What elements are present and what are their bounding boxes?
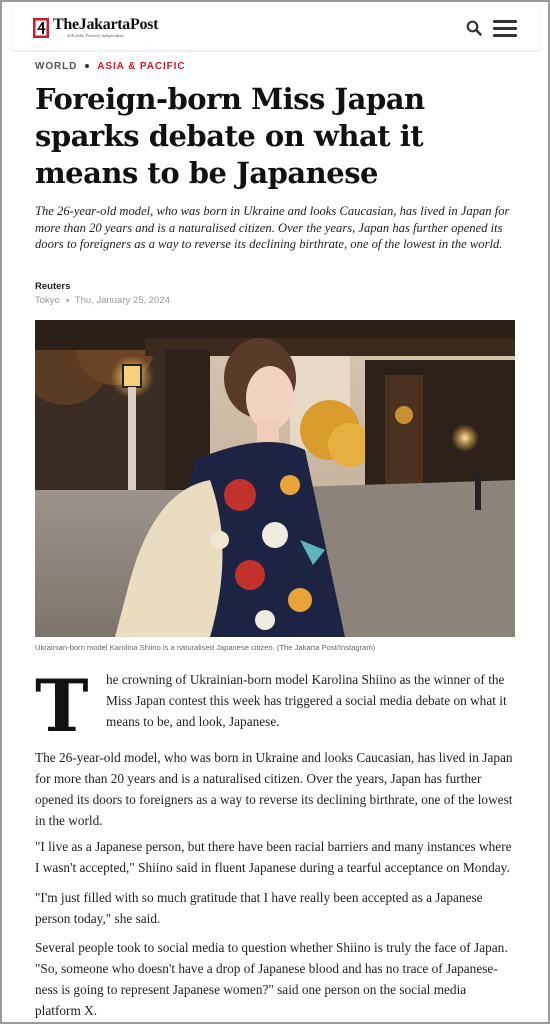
jakarta-post-logo-icon <box>33 18 49 38</box>
hamburger-menu-icon[interactable] <box>493 20 517 37</box>
article-headline: Foreign-born Miss Japan sparks debate on what it means to be Japanese <box>35 82 425 190</box>
logo-tagline: Still bold. Fiercely independent <box>67 33 124 38</box>
article-paragraph: "I live as a Japanese person, but there have been racial barriers and many instances where I wasn't accepted," Shiino said in fluent Japanese during a tearful acceptance on Monday. <box>35 839 512 875</box>
article-summary: The 26-year-old model, who was born in Ukraine and looks Caucasian, has lived in Japan for more than 20 years and is a naturalised citizen. Over the years, Japan has further opened its doors to foreigners as a way to reverse its declining birthrate, one of the lowest in the world. <box>35 204 510 252</box>
site-logo[interactable] <box>33 17 158 43</box>
article-location: Tokyo <box>35 295 60 306</box>
drop-cap: T <box>35 663 89 748</box>
article-paragraph: "I'm just filled with so much gratitude that I have really been accepted as a Japanese person today," she said. <box>35 890 483 926</box>
breadcrumb-world-link[interactable]: WORLD <box>35 60 78 72</box>
article-paragraph: The 26-year-old model, who was born in Ukraine and looks Caucasian, has lived in Japan for more than 20 years and is a naturalised citizen. Over the years, Japan has further opened its doors to foreigners as a way to reverse its declining birthrate, one of the lowest in the world. <box>35 750 513 828</box>
article-meta <box>35 295 170 306</box>
logo-name: TheJakartaPost <box>53 16 159 33</box>
article-paragraph: he crowning of Ukrainian-born model Karolina Shiino as the winner of the Miss Japan contest this week has triggered a social media debate on what it means to be, and look, Japanese. <box>106 672 507 729</box>
search-icon[interactable] <box>466 20 482 36</box>
article-photo <box>35 320 515 637</box>
breadcrumb-separator <box>85 64 89 68</box>
article-author[interactable]: Reuters <box>35 281 71 292</box>
breadcrumb <box>35 60 185 72</box>
breadcrumb-asia-pacific-link[interactable]: ASIA & PACIFIC <box>97 60 186 72</box>
article-paragraph: Several people took to social media to question whether Shiino is truly the face of Japan. "So, someone who doesn't have a drop of Japanese blood and has no trace of Japanese-ness is going to represent Japanese women?" said one person on the social media platform X. <box>35 940 508 1018</box>
meta-separator <box>66 299 69 302</box>
image-caption: Ukrainian-born model Karolina Shiino is a naturalised Japanese citizen. (The Jakarta Post/Instagram) <box>35 643 376 652</box>
article-date: Thu, January 25, 2024 <box>74 295 170 306</box>
site-header <box>12 6 540 50</box>
